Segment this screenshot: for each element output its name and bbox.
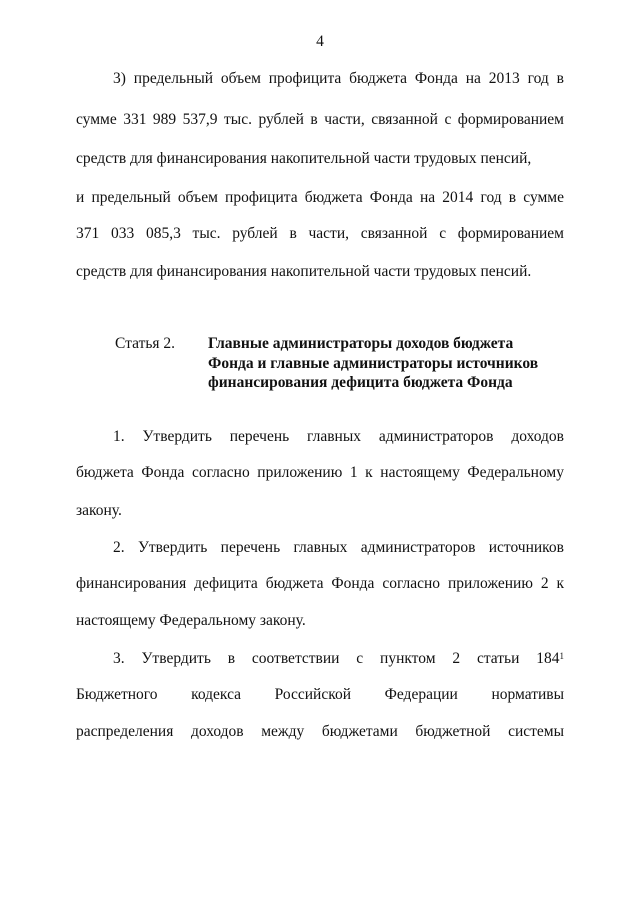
item-3-line-1	[113, 649, 564, 669]
paragraph-3-line-1: 3) предельный объем профицита бюджета Фонда на 2013 год в	[113, 70, 564, 87]
paragraph-3-line-6: средств для финансирования накопительной части трудовых пенсий.	[76, 263, 532, 280]
paragraph-3-line-5: 371 033 085,3 тыс. рублей в части, связанной с формированием	[76, 225, 564, 242]
item-2-line-2: финансирования дефицита бюджета Фонда согласно приложению 2 к	[76, 575, 564, 592]
item-1-line-1: 1. Утвердить перечень главных администраторов доходов	[113, 428, 564, 445]
item-1-line-3: закону.	[76, 502, 122, 519]
article-label: Статья 2.	[115, 335, 176, 352]
paragraph-3-line-4: и предельный объем профицита бюджета Фонда на 2014 год в сумме	[76, 189, 564, 206]
article-title-line-3: финансирования дефицита бюджета Фонда	[208, 374, 513, 391]
article-title-line-2: Фонда и главные администраторы источников	[208, 354, 539, 372]
paragraph-3-line-3: средств для финансирования накопительной части трудовых пенсий,	[76, 150, 532, 167]
item-3-line-1-superscript: 1	[559, 651, 564, 661]
paragraph-3-line-2: сумме 331 989 537,9 тыс. рублей в части, связанной с формированием	[76, 111, 564, 128]
item-3-line-3: распределения доходов между бюджетами бюджетной системы	[76, 723, 564, 740]
article-title	[208, 334, 548, 393]
item-2-line-3: настоящему Федеральному закону.	[76, 612, 306, 629]
article-title-line-1: Главные администраторы доходов бюджета	[208, 335, 514, 352]
item-3-line-1-text: 3. Утвердить в соответствии с пунктом 2 статьи 184	[113, 650, 560, 667]
item-3-line-2: Бюджетного кодекса Российской Федерации нормативы	[76, 686, 564, 703]
page-number: 4	[316, 33, 324, 50]
item-2-line-1: 2. Утвердить перечень главных администраторов источников	[113, 539, 564, 556]
item-1-line-2: бюджета Фонда согласно приложению 1 к настоящему Федеральному	[76, 464, 564, 481]
